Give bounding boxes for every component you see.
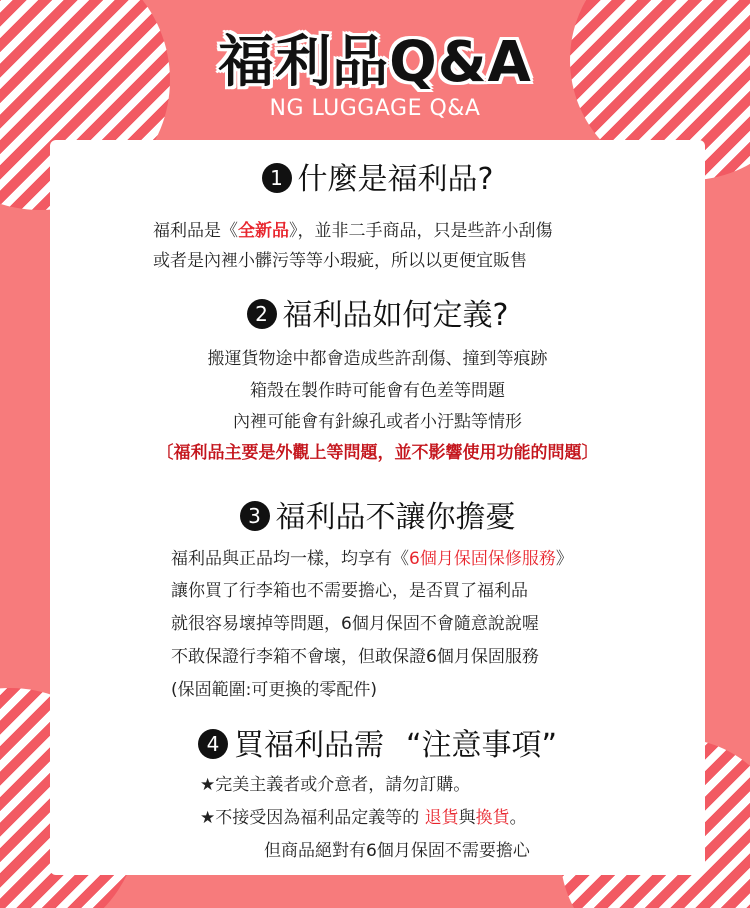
highlight-new-product: 全新品 bbox=[238, 221, 289, 241]
answer-3-line-2: 讓你買了行李箱也不需要擔心，是否買了福利品 bbox=[171, 581, 528, 601]
answer-2-line-1: 搬運貨物途中都會造成些許刮傷、撞到等痕跡 bbox=[207, 349, 548, 369]
question-4-text: 買福利品需 bbox=[233, 728, 384, 763]
highlight-exchange: 換貨 bbox=[475, 808, 510, 828]
question-3-text: 福利品不讓你擔憂 bbox=[275, 500, 516, 535]
number-2-icon: 2 bbox=[247, 299, 277, 329]
question-3-heading bbox=[50, 492, 705, 536]
answer-4-line-2: ★不接受因為福利品定義等的 退貨與換貨。 bbox=[200, 808, 527, 828]
number-1-icon: 1 bbox=[262, 163, 292, 193]
question-4-quote: “注意事項” bbox=[405, 728, 558, 763]
answer-4-line-3: 但商品絕對有6個月保固不需要擔心 bbox=[264, 841, 530, 861]
page-subtitle: NG LUGGAGE Q&A bbox=[269, 96, 481, 121]
number-3-icon: 3 bbox=[240, 501, 270, 531]
answer-3-line-4: 不敢保證行李箱不會壞，但敢保證6個月保固服務 bbox=[171, 647, 539, 667]
highlight-return: 退貨 bbox=[424, 808, 459, 828]
question-2-heading bbox=[50, 290, 705, 334]
question-1-heading bbox=[50, 154, 705, 198]
answer-2-line-4: 〔福利品主要是外觀上等問題，並不影響使用功能的問題〕 bbox=[156, 443, 599, 463]
answer-2-line-2: 箱殼在製作時可能會有色差等問題 bbox=[250, 381, 505, 401]
answer-3-line-5: (保固範圍:可更換的零配件) bbox=[171, 680, 377, 700]
answer-1-line-1: 福利品是《全新品》，並非二手商品，只是些許小刮傷 bbox=[153, 221, 553, 241]
qa-card bbox=[50, 140, 705, 875]
question-2-text: 福利品如何定義? bbox=[282, 298, 509, 333]
answer-4-line-1: ★完美主義者或介意者，請勿訂購。 bbox=[200, 775, 471, 795]
answer-2-line-3: 內裡可能會有針線孔或者小汙點等情形 bbox=[233, 412, 522, 432]
number-4-icon: 4 bbox=[198, 729, 228, 759]
question-4-heading bbox=[50, 720, 705, 764]
answer-1-line-2: 或者是內裡小髒污等等小瑕疵，所以以更便宜販售 bbox=[153, 251, 527, 271]
answer-3-line-1: 福利品與正品均一樣，均享有《6個月保固保修服務》 bbox=[171, 549, 573, 569]
answer-3-line-3: 就很容易壞掉等問題，6個月保固不會隨意說說喔 bbox=[171, 614, 539, 634]
question-1-text: 什麼是福利品? bbox=[297, 162, 494, 197]
page-title: 福利品Q&A bbox=[218, 30, 532, 95]
highlight-warranty: 6個月保固保修服務 bbox=[409, 549, 556, 569]
